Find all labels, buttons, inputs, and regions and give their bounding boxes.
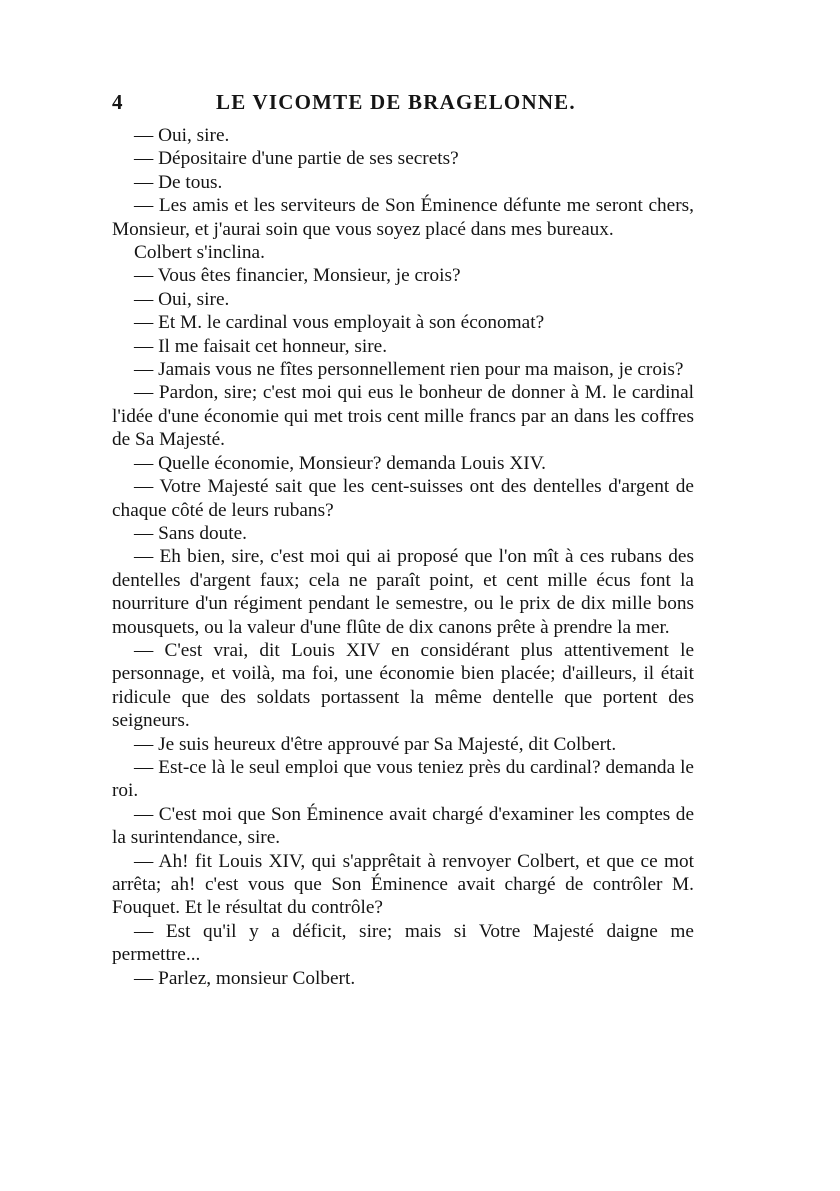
paragraph: — Eh bien, sire, c'est moi qui ai proposé que l'on mît à ces rubans des dentelles d'argent faux; cela ne paraît point, et cent mille écus font la nourriture d'un régiment pendant le semestre, ou le prix de dix mille bons mousquets, ou la valeur d'une flûte de dix canons prête à prendre la mer. xyxy=(112,546,694,638)
paragraph: — C'est vrai, dit Louis XIV en considérant plus attentivement le personnage, et voilà, ma foi, une économie bien placée; d'ailleurs, il était ridicule que des soldats portassent la même dentelle que portent des seigneurs. xyxy=(112,639,694,732)
paragraph: — Les amis et les serviteurs de Son Éminence défunte me seront chers, Monsieur, et j'aurai soin que vous soyez placé dans mes bureaux. xyxy=(112,195,694,240)
paragraph: — Votre Majesté sait que les cent-suisses ont des dentelles d'argent de chaque côté de leurs rubans? xyxy=(112,476,694,521)
paragraph: — Oui, sire. xyxy=(134,288,230,310)
paragraph: — Jamais vous ne fîtes personnellement rien pour ma maison, je crois? xyxy=(134,359,684,381)
paragraph: — Dépositaire d'une partie de ses secrets? xyxy=(134,148,459,170)
paragraph: — Ah! fit Louis XIV, qui s'apprêtait à renvoyer Colbert, et que ce mot arrêta; ah! c'est vous que Son Éminence avait chargé de contrôler M. Fouquet. Et le résultat du contrôle? xyxy=(112,850,694,919)
page-number: 4 xyxy=(112,90,124,114)
book-title: LE VICOMTE DE BRAGELONNE. xyxy=(216,90,576,114)
paragraph: — Est qu'il y a déficit, sire; mais si Votre Majesté daigne me permettre... xyxy=(112,920,694,966)
paragraph: — Sans doute. xyxy=(134,522,248,544)
body-text xyxy=(112,124,694,990)
paragraph: — Vous êtes financier, Monsieur, je crois? xyxy=(134,265,461,287)
paragraph: — Quelle économie, Monsieur? demanda Louis XIV. xyxy=(134,452,546,474)
paragraph: — Il me faisait cet honneur, sire. xyxy=(134,335,388,357)
paragraph: — Oui, sire. xyxy=(134,125,230,146)
running-head xyxy=(112,90,694,124)
paragraph: — Et M. le cardinal vous employait à son économat? xyxy=(134,312,545,334)
paragraph: — Est-ce là le seul emploi que vous teniez près du cardinal? demanda le roi. xyxy=(112,756,694,802)
paragraph: — Je suis heureux d'être approuvé par Sa Majesté, dit Colbert. xyxy=(134,733,617,755)
paragraph: Colbert s'inclina. xyxy=(134,242,265,264)
paragraph: — De tous. xyxy=(134,171,223,193)
paragraph: — C'est moi que Son Éminence avait chargé d'examiner les comptes de la surintendance, sire. xyxy=(112,803,694,849)
paragraph: — Parlez, monsieur Colbert. xyxy=(134,967,356,989)
paragraph: — Pardon, sire; c'est moi qui eus le bonheur de donner à M. le cardinal l'idée d'une économie qui met trois cent mille francs par an dans les coffres de Sa Majesté. xyxy=(112,382,694,451)
book-page xyxy=(112,90,694,990)
